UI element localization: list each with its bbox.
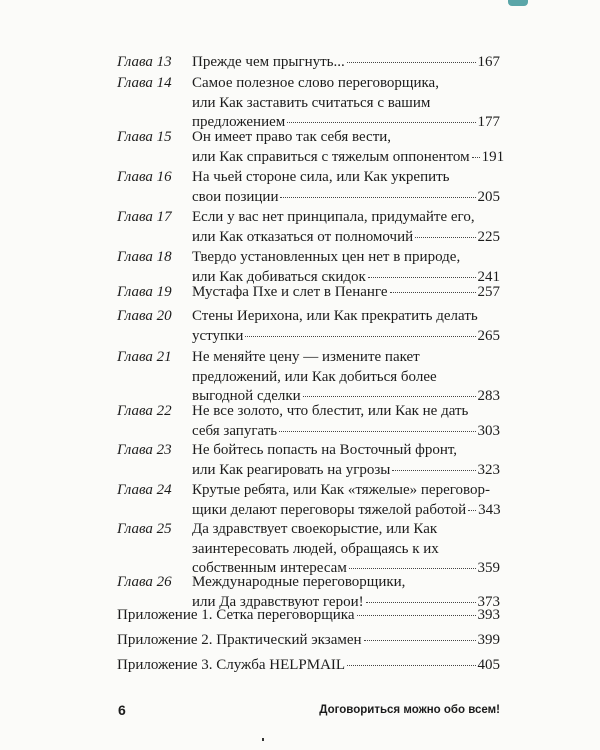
chapter-title-line: Не меняйте цену — измените пакет xyxy=(192,349,420,365)
toc-chapter-entry[interactable] xyxy=(117,441,500,480)
chapter-title-line: Стены Иерихона, или Как прекратить делать xyxy=(192,308,478,324)
toc-chapter-entry[interactable] xyxy=(117,74,500,133)
toc-chapter-entry[interactable] xyxy=(117,348,500,407)
dot-leader xyxy=(279,430,475,432)
chapter-page-number: 359 xyxy=(477,560,500,576)
chapter-label: Глава 26 xyxy=(117,574,172,590)
chapter-label: Глава 20 xyxy=(117,308,172,324)
chapter-title-line: Международные переговорщики, xyxy=(192,574,406,590)
appendix-title: Приложение 2. Практический экзамен xyxy=(117,632,362,648)
appendix-page-number: 393 xyxy=(477,607,500,623)
dot-leader xyxy=(245,335,475,337)
dot-leader xyxy=(280,196,475,198)
chapter-title-line: предложением xyxy=(192,114,286,130)
dot-leader xyxy=(287,121,475,123)
dot-leader xyxy=(347,61,476,63)
chapter-title-line: или Как реагировать на угрозы xyxy=(192,461,391,478)
dot-leader xyxy=(368,276,476,278)
chapter-label: Глава 24 xyxy=(117,482,172,498)
chapter-title-line: себя запугать xyxy=(192,422,278,439)
toc-chapter-entry[interactable] xyxy=(117,168,500,207)
chapter-page-number: 191 xyxy=(481,148,505,165)
chapter-label: Глава 13 xyxy=(117,54,172,70)
chapter-title-line: собственным интересам xyxy=(192,560,347,576)
appendix-title: Приложение 3. Служба HELPMAIL xyxy=(117,657,346,673)
chapter-page-number: 343 xyxy=(478,501,501,518)
toc-chapter-entry[interactable] xyxy=(117,520,500,579)
toc-appendix-entry[interactable] xyxy=(117,606,500,626)
running-title: Договориться можно обо всем! xyxy=(319,704,500,716)
appendix-page-number: 405 xyxy=(477,657,500,673)
dot-leader xyxy=(415,236,475,238)
chapter-title-line: щики делают переговоры тяжелой работой xyxy=(192,501,467,518)
chapter-label: Глава 25 xyxy=(117,521,172,537)
chapter-page-number: 205 xyxy=(477,188,500,205)
dot-leader xyxy=(366,601,476,603)
chapter-page-number: 177 xyxy=(477,114,500,130)
dot-leader xyxy=(364,639,476,641)
chapter-page-number: 283 xyxy=(477,388,500,404)
toc-chapter-entry[interactable] xyxy=(117,53,500,73)
page-number: 6 xyxy=(118,702,126,718)
toc-appendix-entry[interactable] xyxy=(117,656,500,676)
chapter-title-line: уступки xyxy=(192,327,244,344)
toc-chapter-entry[interactable] xyxy=(117,402,500,441)
dot-leader xyxy=(392,469,475,471)
chapter-title-line: или Как заставить считаться с вашим xyxy=(192,94,431,111)
chapter-label: Глава 22 xyxy=(117,403,172,419)
chapter-page-number: 225 xyxy=(477,228,500,245)
chapter-label: Глава 19 xyxy=(117,284,172,300)
chapter-label: Глава 15 xyxy=(117,129,172,145)
chapter-title-line: Прежде чем прыгнуть... xyxy=(192,54,345,70)
appendix-page-number: 399 xyxy=(477,632,500,648)
dot-leader xyxy=(349,567,476,569)
chapter-page-number: 257 xyxy=(477,284,500,300)
chapter-title-line: предложений, или Как добиться более xyxy=(192,368,437,385)
chapter-title-line: Не все золото, что блестит, или Как не дать xyxy=(192,403,469,419)
chapter-page-number: 323 xyxy=(477,461,500,478)
chapter-page-number: 303 xyxy=(477,422,500,439)
chapter-label: Глава 21 xyxy=(117,349,172,365)
chapter-label: Глава 23 xyxy=(117,442,172,458)
dot-leader xyxy=(390,291,476,293)
chapter-label: Глава 17 xyxy=(117,209,172,225)
chapter-title-line: Самое полезное слово переговорщика, xyxy=(192,75,439,91)
chapter-title-line: Если у вас нет принципала, придумайте его, xyxy=(192,209,475,225)
corner-mark xyxy=(508,0,528,6)
dot-leader xyxy=(347,664,475,666)
toc-chapter-entry[interactable] xyxy=(117,307,500,346)
chapter-title-line: Твердо установленных цен нет в природе, xyxy=(192,249,461,265)
toc-chapter-entry[interactable] xyxy=(117,248,500,287)
chapter-title-line: заинтересовать людей, обращаясь к их xyxy=(192,540,439,557)
appendix-title: Приложение 1. Сетка переговорщика xyxy=(117,607,355,623)
chapter-page-number: 265 xyxy=(477,327,500,344)
chapter-title-line: или Как добиваться скидок xyxy=(192,268,366,285)
chapter-title-line: или Как справиться с тяжелым оппонентом xyxy=(192,148,470,165)
dot-leader xyxy=(303,395,476,397)
chapter-page-number: 373 xyxy=(477,593,500,610)
dot-leader xyxy=(357,614,476,616)
chapter-title-line: Мустафа Пхе и слет в Пенанге xyxy=(192,284,388,300)
chapter-page-number: 241 xyxy=(477,268,500,285)
chapter-title-line: Крутые ребята, или Как «тяжелые» переговор- xyxy=(192,482,491,498)
chapter-title-line: или Да здравствуют герои! xyxy=(192,593,364,610)
toc-chapter-entry[interactable] xyxy=(117,208,500,247)
dot-leader xyxy=(472,156,480,158)
toc-chapter-entry[interactable] xyxy=(117,283,500,303)
chapter-title-line: На чьей стороне сила, или Как укрепить xyxy=(192,169,450,185)
chapter-page-number: 167 xyxy=(477,54,500,70)
dot-leader xyxy=(468,509,476,511)
toc-appendix-entry[interactable] xyxy=(117,631,500,651)
toc-chapter-entry[interactable] xyxy=(117,128,505,167)
chapter-title-line: Не бойтесь попасть на Восточный фронт, xyxy=(192,442,458,458)
print-speck xyxy=(262,738,264,741)
chapter-label: Глава 18 xyxy=(117,249,172,265)
chapter-title-line: выгодной сделки xyxy=(192,388,301,404)
chapter-label: Глава 14 xyxy=(117,75,172,91)
chapter-title-line: Он имеет право так себя вести, xyxy=(192,129,392,145)
chapter-label: Глава 16 xyxy=(117,169,172,185)
chapter-title-line: Да здравствует своекорыстие, или Как xyxy=(192,521,438,537)
chapter-title-line: свои позиции xyxy=(192,188,279,205)
toc-chapter-entry[interactable] xyxy=(117,481,500,520)
chapter-title-line: или Как отказаться от полномочий xyxy=(192,228,414,245)
